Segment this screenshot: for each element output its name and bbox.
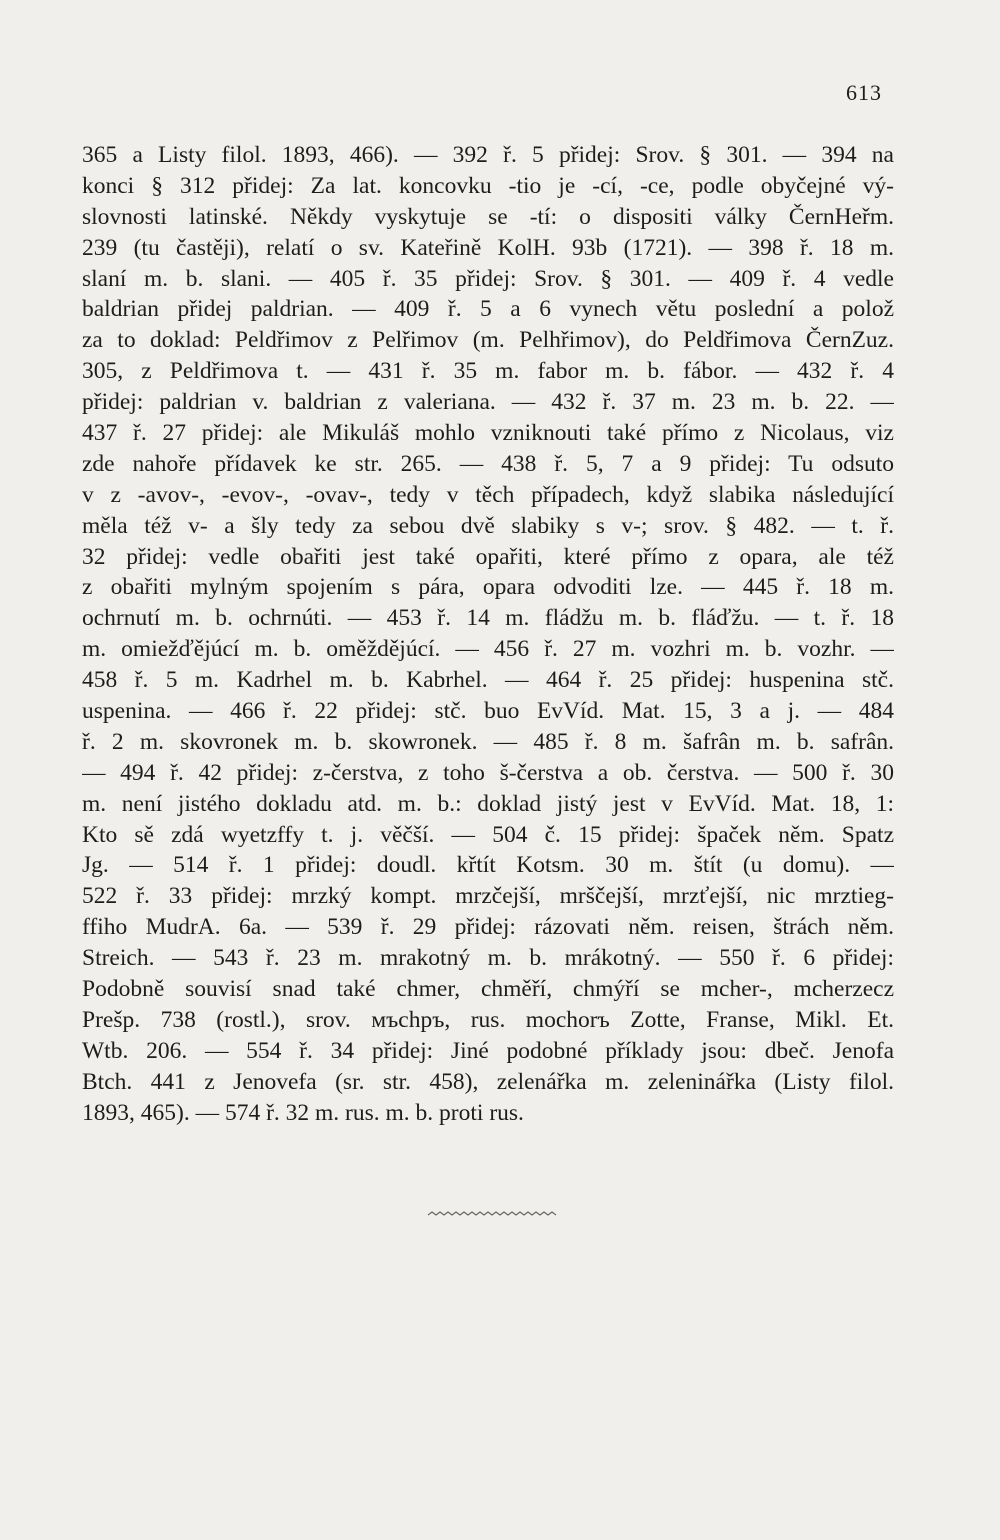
text-line: měla též v- a šly tedy za sebou dvě slabiky s v-; srov. § 482. — t. ř. (82, 512, 894, 539)
text-line: 239 (tu častěji), relatí o sv. Kateřině KolH. 93b (1721). — 398 ř. 18 m. (82, 234, 894, 261)
text-line: Podobně souvisí snad také chmer, chměří, chmýří se mcher-, mcherzecz (82, 976, 894, 1003)
text-line: Streich. — 543 ř. 23 m. mrakotný m. b. mrákotný. — 550 ř. 6 přidej: (82, 945, 894, 972)
page-number: 613 (846, 80, 882, 105)
text-line: Prešp. 738 (rostl.), srov. мъchръ, rus. mochorъ Zotte, Franse, Mikl. Et. (82, 1006, 894, 1033)
text-line: slaní m. b. slani. — 405 ř. 35 přidej: Srov. § 301. — 409 ř. 4 vedle (82, 265, 894, 292)
text-line: z obařiti mylným spojením s pára, opara odvoditi lze. — 445 ř. 18 m. (82, 574, 894, 601)
text-line: slovnosti latinské. Někdy vyskytuje se -tí: o dispositi války ČernHeřm. (82, 203, 894, 230)
text-line: ochrnutí m. b. ochrnúti. — 453 ř. 14 m. fládžu m. b. fláďžu. — t. ř. 18 (82, 605, 894, 632)
text-line: zde nahoře přídavek ke str. 265. — 438 ř. 5, 7 a 9 přidej: Tu odsuto (82, 450, 894, 477)
text-line: baldrian přidej paldrian. — 409 ř. 5 a 6 vynech větu poslední a polož (82, 296, 894, 323)
text-line: 305, z Peldřimova t. — 431 ř. 35 m. fabor m. b. fábor. — 432 ř. 4 (82, 358, 894, 385)
text-line: Wtb. 206. — 554 ř. 34 přidej: Jiné podobné příklady jsou: dbeč. Jenofa (82, 1037, 894, 1064)
text-line: 365 a Listy filol. 1893, 466). — 392 ř. 5 přidej: Srov. § 301. — 394 na (82, 142, 894, 168)
text-line: v z -avov-, -evov-, -ovav-, tedy v těch případech, když slabika následující (82, 481, 894, 508)
text-line: m. omiežďějúcí m. b. oměždějúcí. — 456 ř. 27 m. vozhri m. b. vozhr. — (82, 636, 894, 663)
text-line: konci § 312 přidej: Za lat. koncovku -tio je -cí, -ce, podle obyčejné vý- (82, 172, 894, 199)
text-line: 32 přidej: vedle obařiti jest také opařiti, které přímo z opara, ale též (82, 543, 894, 570)
end-ornament (400, 1207, 600, 1221)
text-line: — 494 ř. 42 přidej: z-čerstva, z toho š-čerstva a ob. čerstva. — 500 ř. 30 (82, 759, 894, 786)
text-line: Kto sě zdá wyetzffy t. j. věčší. — 504 č. 15 přidej: špaček něm. Spatz (82, 821, 894, 848)
text-line: Jg. — 514 ř. 1 přidej: doudl. křtít Kotsm. 30 m. štít (u domu). — (82, 852, 894, 879)
text-line: 437 ř. 27 přidej: ale Mikuláš mohlo vzniknouti také přímo z Nicolaus, viz (82, 420, 894, 447)
text-line: 522 ř. 33 přidej: mrzký kompt. mrzčejší, mrščejší, mrzťejší, nic mrztieg- (82, 883, 894, 910)
text-line: ř. 2 m. skovronek m. b. skowronek. — 485 ř. 8 m. šafrân m. b. safrân. (82, 728, 894, 755)
text-line: m. není jistého dokladu atd. m. b.: doklad jistý jest v EvVíd. Mat. 18, 1: (82, 790, 894, 817)
text-line: ffiho MudrA. 6a. — 539 ř. 29 přidej: rázovati něm. reisen, štrách něm. (82, 914, 894, 941)
text-line: 1893, 465). — 574 ř. 32 m. rus. m. b. proti rus. (82, 1099, 524, 1126)
text-line: uspenina. — 466 ř. 22 přidej: stč. buo EvVíd. Mat. 15, 3 a j. — 484 (82, 698, 894, 725)
text-line: Btch. 441 z Jenovefa (sr. str. 458), zelenářka m. zeleninářka (Listy filol. (82, 1068, 894, 1095)
text-line: 458 ř. 5 m. Kadrhel m. b. Kabrhel. — 464 ř. 25 přidej: huspenina stč. (82, 667, 894, 694)
body-text (82, 140, 894, 1129)
text-line: za to doklad: Peldřimov z Pelřimov (m. Pelhřimov), do Peldřimova ČernZuz. (82, 327, 894, 354)
text-line: přidej: paldrian v. baldrian z valeriana. — 432 ř. 37 m. 23 m. b. 22. — (82, 389, 894, 416)
